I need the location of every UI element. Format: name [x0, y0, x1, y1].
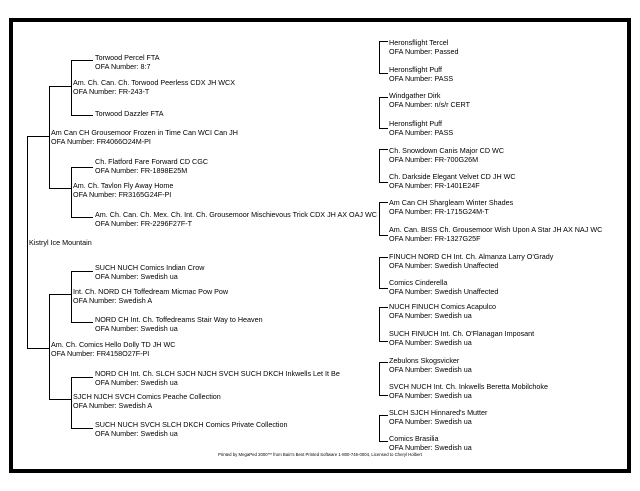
- ofa-value: Swedish ua: [434, 311, 472, 320]
- ofa-value: Swedish ua: [140, 429, 178, 438]
- ofa-value: Swedish ua: [140, 272, 178, 281]
- gen4-ancestor: [389, 91, 470, 109]
- connector-line: [379, 395, 388, 396]
- connector-line: [27, 348, 49, 349]
- ofa-value: FR-2296F27F-T: [140, 219, 193, 228]
- ofa-label: OFA Number:: [389, 261, 435, 270]
- ofa-label: OFA Number:: [389, 181, 435, 190]
- ofa-number: [73, 87, 235, 96]
- ofa-number: [95, 62, 160, 71]
- ofa-number: [389, 338, 534, 347]
- connector-line: [49, 86, 50, 188]
- ofa-number: [389, 47, 459, 56]
- connector-line: [49, 188, 71, 189]
- gen4-ancestor: [389, 278, 498, 296]
- ofa-number: [389, 287, 498, 296]
- ofa-value: 8:7: [140, 62, 151, 71]
- ofa-label: OFA Number:: [389, 100, 435, 109]
- connector-line: [379, 97, 388, 98]
- connector-line: [379, 307, 380, 341]
- connector-line: [71, 428, 93, 429]
- ofa-number: [389, 181, 516, 190]
- ofa-label: OFA Number:: [95, 324, 141, 333]
- ofa-value: Swedish Unaffected: [434, 287, 499, 296]
- dog-name: Am. Ch. Can. Ch. Torwood Peerless CDX JH WCX: [73, 78, 236, 87]
- ofa-number: [389, 443, 472, 452]
- ofa-label: OFA Number:: [73, 87, 119, 96]
- ofa-number: [51, 349, 175, 358]
- dog-name: SUCH FINUCH Int. Ch. O'Flanagan Imposant: [389, 329, 535, 338]
- ofa-value: Swedish ua: [140, 378, 178, 387]
- ofa-value: FR-1327G25F: [434, 234, 481, 243]
- dog-name: Torwood Dazzler FTA: [95, 109, 164, 118]
- ofa-label: OFA Number:: [389, 391, 435, 400]
- connector-line: [71, 271, 93, 272]
- dog-name: SLCH SJCH Hinnared's Mutter: [389, 408, 488, 417]
- ofa-label: OFA Number:: [389, 74, 435, 83]
- connector-line: [379, 362, 388, 363]
- ofa-number: [389, 391, 548, 400]
- subject-dog: [29, 238, 92, 247]
- connector-line: [71, 217, 93, 218]
- connector-line: [379, 41, 388, 42]
- connector-line: [379, 415, 380, 441]
- ofa-value: FR-1715G24M-T: [434, 207, 489, 216]
- connector-line: [379, 441, 388, 442]
- dam: [51, 340, 175, 358]
- ofa-number: [73, 190, 173, 199]
- ofa-number: [389, 128, 453, 137]
- gen4-ancestor: [389, 146, 504, 164]
- dog-name: Am. Can. BISS Ch. Grousemoor Wish Upon A Star JH AX NAJ WC: [389, 225, 603, 234]
- ofa-label: OFA Number:: [95, 166, 141, 175]
- gen4-ancestor: [389, 252, 553, 270]
- ofa-label: OFA Number:: [389, 128, 435, 137]
- ofa-label: OFA Number:: [389, 417, 435, 426]
- ofa-label: OFA Number:: [389, 207, 435, 216]
- ofa-label: OFA Number:: [95, 272, 141, 281]
- connector-line: [379, 341, 388, 342]
- dog-name: Am. Ch. Can. Ch. Mex. Ch. Int. Ch. Grousemoor Mischievous Trick CDX JH AX OAJ WC: [95, 210, 377, 219]
- great-grandparent: [95, 210, 377, 228]
- ofa-number: [95, 272, 204, 281]
- dog-name: Comics Brasilia: [389, 434, 439, 443]
- dog-name: Am Can CH Shargleam Winter Shades: [389, 198, 514, 207]
- ofa-number: [73, 401, 221, 410]
- dog-name: Ch. Darkside Elegant Velvet CD JH WC: [389, 172, 516, 181]
- ofa-number: [95, 378, 340, 387]
- ofa-label: OFA Number:: [73, 190, 119, 199]
- connector-line: [49, 399, 71, 400]
- ofa-value: FR4066O24M-PI: [96, 137, 151, 146]
- ofa-label: OFA Number:: [95, 219, 141, 228]
- dog-name: Windgather Dirk: [389, 91, 441, 100]
- connector-line: [27, 136, 49, 137]
- dog-name: NORD CH Int. Ch. Toffedreams Stair Way to Heaven: [95, 315, 263, 324]
- great-grandparent: [95, 315, 263, 333]
- dog-name: SVCH NUCH Int. Ch. Inkwells Beretta Mobilchoke: [389, 382, 548, 391]
- great-grandparent: [95, 263, 204, 281]
- great-grandparent: [95, 420, 288, 438]
- gen4-ancestor: [389, 38, 459, 56]
- gen4-ancestor: [389, 329, 534, 347]
- great-grandparent: [95, 157, 208, 175]
- connector-line: [379, 202, 388, 203]
- dog-name: Int. Ch. NORD CH Toffedream Micmac Pow Pow: [73, 287, 229, 296]
- ofa-label: OFA Number:: [389, 47, 435, 56]
- gen4-ancestor: [389, 65, 453, 83]
- great-grandparent: [95, 53, 160, 71]
- connector-line: [49, 294, 71, 295]
- connector-line: [379, 415, 388, 416]
- connector-line: [379, 307, 388, 308]
- dog-name: Heronsflight Puff: [389, 119, 443, 128]
- grandparent: [73, 287, 228, 305]
- connector-line: [379, 257, 380, 288]
- ofa-value: Swedish ua: [434, 338, 472, 347]
- ofa-number: [389, 207, 513, 216]
- gen4-ancestor: [389, 172, 516, 190]
- gen4-ancestor: [389, 225, 602, 243]
- dog-name: Kistryl Ice Mountain: [29, 238, 92, 247]
- connector-line: [379, 182, 388, 183]
- ofa-value: FR-243-T: [118, 87, 150, 96]
- ofa-value: Swedish A: [118, 401, 153, 410]
- ofa-label: OFA Number:: [389, 443, 435, 452]
- ofa-label: OFA Number:: [73, 401, 119, 410]
- great-grandparent: [95, 109, 164, 118]
- ofa-number: [389, 311, 496, 320]
- ofa-value: FR-700G26M: [434, 155, 479, 164]
- ofa-label: OFA Number:: [389, 365, 435, 374]
- connector-line: [379, 97, 380, 128]
- great-grandparent: [95, 369, 340, 387]
- connector-line: [71, 322, 93, 323]
- connector-line: [379, 41, 380, 73]
- dog-name: Am Can CH Grousemoor Frozen in Time Can WCI Can JH: [51, 128, 238, 137]
- ofa-value: Swedish ua: [434, 391, 472, 400]
- dog-name: Torwood Percel FTA: [95, 53, 160, 62]
- connector-line: [379, 149, 388, 150]
- ofa-value: FR-1898E25M: [140, 166, 188, 175]
- ofa-number: [95, 166, 208, 175]
- ofa-value: Swedish ua: [434, 365, 472, 374]
- gen4-ancestor: [389, 302, 496, 320]
- gen4-ancestor: [389, 382, 548, 400]
- ofa-value: Swedish ua: [434, 443, 472, 452]
- ofa-number: [389, 155, 504, 164]
- dog-name: Am. Ch. Tavlon Fly Away Home: [73, 181, 174, 190]
- ofa-value: FR3165G24F-PI: [118, 190, 172, 199]
- connector-line: [71, 377, 72, 428]
- dog-name: Am. Ch. Comics Hello Dolly TD JH WC: [51, 340, 176, 349]
- ofa-label: OFA Number:: [389, 234, 435, 243]
- ofa-number: [389, 261, 553, 270]
- ofa-value: FR-1401E24F: [434, 181, 480, 190]
- ofa-label: OFA Number:: [389, 338, 435, 347]
- connector-line: [71, 167, 93, 168]
- ofa-number: [73, 296, 228, 305]
- ofa-number: [95, 429, 288, 438]
- ofa-number: [51, 137, 238, 146]
- dog-name: Heronsflight Tercel: [389, 38, 449, 47]
- connector-line: [379, 257, 388, 258]
- connector-line: [71, 377, 93, 378]
- ofa-number: [389, 417, 487, 426]
- dog-name: SJCH NJCH SVCH Comics Peache Collection: [73, 392, 221, 401]
- ofa-label: OFA Number:: [95, 429, 141, 438]
- connector-line: [71, 60, 72, 115]
- connector-line: [71, 167, 72, 217]
- dog-name: Heronsflight Puff: [389, 65, 443, 74]
- connector-line: [27, 136, 28, 348]
- ofa-label: OFA Number:: [73, 296, 119, 305]
- connector-line: [49, 86, 71, 87]
- ofa-value: Passed: [434, 47, 459, 56]
- connector-line: [379, 202, 380, 235]
- gen4-ancestor: [389, 434, 472, 452]
- ofa-number: [95, 324, 263, 333]
- connector-line: [379, 73, 388, 74]
- dog-name: Ch. Flatford Fare Forward CD CGC: [95, 157, 209, 166]
- ofa-value: Swedish ua: [140, 324, 178, 333]
- ofa-value: FR4158O27F-PI: [96, 349, 150, 358]
- ofa-label: OFA Number:: [389, 287, 435, 296]
- ofa-label: OFA Number:: [95, 378, 141, 387]
- dog-name: NUCH FINUCH Comics Acapulco: [389, 302, 497, 311]
- connector-line: [71, 60, 93, 61]
- gen4-ancestor: [389, 408, 487, 426]
- ofa-label: OFA Number:: [51, 349, 97, 358]
- dog-name: FINUCH NORD CH Int. Ch. Almanza Larry O'Grady: [389, 252, 554, 261]
- gen4-ancestor: [389, 198, 513, 216]
- dog-name: SUCH NUCH SVCH SLCH DKCH Comics Private Collection: [95, 420, 288, 429]
- ofa-number: [389, 100, 470, 109]
- connector-line: [49, 294, 50, 399]
- ofa-value: n/s/r CERT: [434, 100, 470, 109]
- gen4-ancestor: [389, 119, 453, 137]
- connector-line: [379, 288, 388, 289]
- ofa-value: Swedish Unaffected: [434, 261, 499, 270]
- ofa-number: [95, 219, 377, 228]
- sire: [51, 128, 238, 146]
- dog-name: SUCH NUCH Comics Indian Crow: [95, 263, 205, 272]
- dog-name: Zebulons Skogsvicker: [389, 356, 460, 365]
- connector-line: [379, 128, 388, 129]
- dog-name: Ch. Snowdown Canis Major CD WC: [389, 146, 505, 155]
- grandparent: [73, 78, 235, 96]
- ofa-value: Swedish A: [118, 296, 153, 305]
- ofa-value: Swedish ua: [434, 417, 472, 426]
- grandparent: [73, 392, 221, 410]
- ofa-label: OFA Number:: [95, 62, 141, 71]
- ofa-number: [389, 365, 472, 374]
- footer-credit: Printed by MegaPed 2000™ from Bain's Best Printed Software 1-800-746-0004, Licensed to Cheryl Holbert: [217, 452, 423, 457]
- dog-name: Comics Cinderella: [389, 278, 448, 287]
- ofa-label: OFA Number:: [389, 311, 435, 320]
- connector-line: [379, 235, 388, 236]
- ofa-number: [389, 234, 602, 243]
- connector-line: [379, 149, 380, 182]
- dog-name: NORD CH Int. Ch. SLCH SJCH NJCH SVCH SUCH DKCH Inkwells Let It Be: [95, 369, 340, 378]
- ofa-value: PASS: [434, 74, 454, 83]
- ofa-label: OFA Number:: [51, 137, 97, 146]
- connector-line: [71, 271, 72, 322]
- ofa-label: OFA Number:: [389, 155, 435, 164]
- connector-line: [71, 115, 93, 116]
- ofa-value: PASS: [434, 128, 454, 137]
- gen4-ancestor: [389, 356, 472, 374]
- grandparent: [73, 181, 173, 199]
- ofa-number: [389, 74, 453, 83]
- connector-line: [379, 362, 380, 395]
